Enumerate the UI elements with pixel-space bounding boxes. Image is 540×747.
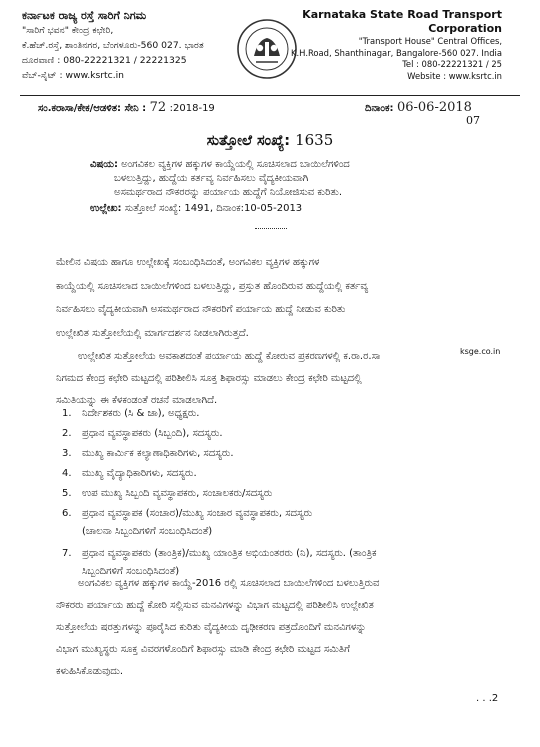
paragraph-line: ನಿರ್ವಹಿಸಲು ವೈದ್ಯಕೀಯವಾಗಿ ಅಸಮರ್ಥರಾದ ನೌಕರರಿಗೆ ಪರ್ಯಾಯ ಹುದ್ದೆ ನೀಡುವ ಕುರಿತು	[56, 304, 346, 315]
paragraph-line: ನೌಕರರು ಪರ್ಯಾಯ ಹುದ್ದೆ ಕೋರಿ ಸಲ್ಲಿಸುವ ಮನವಿಗಳನ್ನು ವಿಭಾಗ ಮಟ್ಟದಲ್ಲಿ ಪರಿಶೀಲಿಸಿ ಉಲ್ಲೇಖಿತ	[56, 600, 374, 611]
paragraph-line: ಮೇಲಿನ ವಿಷಯ ಹಾಗೂ ಉಲ್ಲೇಖಕ್ಕೆ ಸಂಬಂಧಿಸಿದಂತೆ, ಅಂಗವಿಕಲ ವ್ಯಕ್ತಿಗಳ ಹಕ್ಕುಗಳ	[56, 257, 320, 268]
paragraph-line: ವಿಭಾಗ ಮುಖ್ಯಸ್ಥರು ಸೂಕ್ತ ವಿವರಗಳೊಂದಿಗೆ ಶಿಫಾರಸ್ಸು ಮಾಡಿ ಕೇಂದ್ರ ಕಛೇರಿ ಮಟ್ಟದ ಸಮಿತಿಗೆ	[56, 644, 350, 655]
paragraph-line: ಸಮಿತಿಯನ್ನು ಈ ಕೆಳಕಂಡಂತೆ ರಚನೆ ಮಾಡಲಾಗಿದೆ.	[56, 395, 218, 406]
list-number: 6.	[62, 508, 72, 519]
address-line: "ಸಾರಿಗೆ ಭವನ" ಕೇಂದ್ರ ಕಛೇರಿ,	[22, 25, 114, 36]
subject-label: ವಿಷಯ:	[90, 159, 118, 170]
address-line: K.H.Road, Shanthinagar, Bangalore-560 027. India	[291, 47, 502, 58]
phone-line: ದೂರವಾಣಿ : 080-22221321 / 22221325	[22, 55, 187, 66]
list-item	[62, 468, 197, 479]
list-number: 4.	[62, 468, 72, 479]
list-text: ಪ್ರಧಾನ ವ್ಯವಸ್ಥಾಪಕರು (ಸಿಬ್ಬಂದಿ), ಸದಸ್ಯರು.	[82, 428, 223, 439]
website-line: ವೆಬ್-ಸೈಟ್ : www.ksrtc.in	[22, 70, 125, 81]
phone-line: Tel : 080-22221321 / 25	[402, 59, 502, 69]
list-item	[62, 548, 377, 559]
list-item	[62, 508, 312, 519]
list-number: 5.	[62, 488, 72, 499]
website-line: Website : www.ksrtc.in	[407, 70, 502, 81]
page-continuation: . . .2	[476, 693, 499, 704]
paragraph-line: ಉಲ್ಲೇಖಿತ ಸುತ್ತೋಲೆಯ ಅವಕಾಶದಂತೆ ಪರ್ಯಾಯ ಹುದ್ದೆ ಕೋರುವ ಪ್ರಕರಣಗಳಲ್ಲಿ ಕ.ರಾ.ರ.ಸಾ	[78, 351, 381, 362]
issue-date	[365, 100, 472, 115]
subject-line: ಬಳಲುತ್ತಿದ್ದು, ಹುದ್ದೆಯ ಕರ್ತವ್ಯ ನಿರ್ವಹಿಸಲು ವೈದ್ಯಕೀಯವಾಗಿ	[114, 173, 309, 184]
reference-handwritten-number: 72	[149, 100, 167, 115]
list-text: ಉಪ ಮುಖ್ಯ ಸಿಬ್ಬಂದಿ ವ್ಯವಸ್ಥಾಪಕರು, ಸಂಚಾಲಕರು/ಸದಸ್ಯರು	[82, 488, 273, 499]
list-text: ಮುಖ್ಯ ವೈದ್ಯಾಧಿಕಾರಿಗಳು, ಸದಸ್ಯರು.	[82, 468, 197, 479]
list-item	[62, 408, 199, 419]
subject-line: ಅಸಮರ್ಥರಾದ ನೌಕರರನ್ನು ಪರ್ಯಾಯ ಹುದ್ದೆಗೆ ನಿಯೋಜಿಸುವ ಕುರಿತು.	[114, 187, 343, 198]
paragraph-2	[56, 346, 492, 412]
section-separator	[255, 228, 287, 229]
subject-line: ಅಂಗವಿಕಲ ವ್ಯಕ್ತಿಗಳ ಹಕ್ಕುಗಳ ಕಾಯ್ದೆಯಲ್ಲಿ ಸೂಚಿಸಲಾದ ಬಾಯಿಲೆಗಳಿಂದ	[121, 159, 350, 170]
list-text: ಪ್ರಧಾನ ವ್ಯವಸ್ಥಾಪಕರು (ತಾಂತ್ರಿಕ)/ಮುಖ್ಯ ಯಾಂತ್ರಿಕ ಅಭಿಯಂತರರು (ನಿ), ಸದಸ್ಯರು. (ತಾಂತ್ರಿಕ	[82, 548, 377, 559]
reference-text: ಸುತ್ತೋಲೆ ಸಂಖ್ಯೆ: 1491, ದಿನಾಂಕ:10-05-2013	[124, 203, 303, 214]
reference-label: ಸಂ.ಕರಾಸಾ/ಕೇಕ/ಆಡಳಿತ: ಸೇನಿ :	[38, 103, 147, 114]
header-divider	[20, 95, 520, 96]
address-line: ಕೆ.ಹೆಚ್.ರಸ್ತೆ, ಶಾಂತಿನಗರ, ಬೆಂಗಳೂರು-560 027. ಭಾರತ	[22, 40, 204, 51]
list-number: 2.	[62, 428, 72, 439]
list-number: 1.	[62, 408, 72, 419]
list-text: ಮುಖ್ಯ ಕಾರ್ಮಿಕ ಕಲ್ಯಾಣಾಧಿಕಾರಿಗಳು, ಸದಸ್ಯರು.	[82, 448, 234, 459]
list-number: 7.	[62, 548, 72, 559]
paragraph-line: ಸುತ್ತೋಲೆಯ ಷರತ್ತುಗಳನ್ನು ಪೂರೈಸಿದ ಕುರಿತು ವೈದ್ಯಕೀಯ ದೃಢೀಕರಣ ಪತ್ರದೊಂದಿಗೆ ಮನವಿಗಳನ್ನು	[56, 622, 367, 633]
list-item	[62, 488, 272, 499]
date-label: ದಿನಾಂಕ:	[365, 103, 394, 114]
ksge-watermark: ksge.co.in	[460, 347, 501, 356]
subject-block	[90, 158, 490, 200]
reference-block	[90, 203, 302, 214]
paragraph-line: ಉಲ್ಲೇಖಿತ ಸುತ್ತೋಲೆಯಲ್ಲಿ ಮಾರ್ಗದರ್ಶನ ನೀಡಲಾಗಿರುತ್ತದೆ.	[56, 327, 249, 339]
paragraph-line: ಅಂಗವಿಕಲ ವ್ಯಕ್ತಿಗಳ ಹಕ್ಕುಗಳ ಕಾಯ್ದೆ-2016 ರಲ್ಲಿ ಸೂಚಿಸಲಾದ ಬಾಯಿಲೆಗಳಿಂದ ಬಳಲುತ್ತಿರುವ	[78, 578, 380, 589]
paragraph-line: ಕಳುಹಿಸಿಕೊಡುವುದು.	[56, 666, 124, 677]
address-line: "Transport House" Central Offices,	[358, 36, 502, 46]
list-text: ಪ್ರಧಾನ ವ್ಯವಸ್ಥಾಪಕ (ಸಂಚಾರ)/ಮುಖ್ಯ ಸಂಚಾರ ವ್ಯವಸ್ಥಾಪಕರು, ಸದಸ್ಯರು	[82, 508, 313, 519]
date-value: 06-06-2018	[396, 100, 472, 115]
paragraph-1	[56, 251, 492, 345]
list-item	[62, 448, 234, 459]
reference-block-label: ಉಲ್ಲೇಖ:	[90, 203, 122, 214]
paragraph-line: ಕಾಯ್ದೆಯಲ್ಲಿ ಸೂಚಿಸಲಾದ ಬಾಯಿಲೆಗಳಿಂದ ಬಳಲುತ್ತಿದ್ದು, ಪ್ರಸ್ತುತ ಹೊಂದಿರುವ ಹುದ್ದೆಯಲ್ಲಿ ಕರ್ತವ್ಯ	[56, 280, 369, 292]
reference-number	[38, 100, 215, 115]
list-item-note: (ಚಾಲನಾ ಸಿಬ್ಬಂದಿಗಳಿಗೆ ಸಂಬಂಧಿಸಿದಂತೆ)	[82, 526, 213, 537]
list-item	[62, 428, 223, 439]
letterhead-english	[282, 8, 502, 82]
date-correction: 07	[466, 114, 480, 127]
list-item-note: ಸಿಬ್ಬಂದಿಗಳಿಗೆ ಸಂಬಂಧಿಸಿದಂತೆ)	[82, 566, 180, 577]
paragraph-line: ನಿಗಮದ ಕೇಂದ್ರ ಕಛೇರಿ ಮಟ್ಟದಲ್ಲಿ ಪರಿಶೀಲಿಸಿ ಸೂಕ್ತ ಶಿಫಾರಸ್ಸು ಮಾಡಲು ಕೇಂದ್ರ ಕಛೇರಿ ಮಟ್ಟದಲ್ಲಿ	[56, 373, 362, 384]
org-name-kannada: ಕರ್ನಾಟಕ ರಾಜ್ಯ ರಸ್ತೆ ಸಾರಿಗೆ ನಿಗಮ	[22, 9, 147, 22]
letterhead-kannada	[22, 8, 222, 83]
circular-number: 1635	[295, 131, 334, 149]
list-number: 3.	[62, 448, 72, 459]
circular-label: ಸುತ್ತೋಲೆ ಸಂಖ್ಯೆ:	[206, 133, 291, 149]
circular-title	[0, 131, 540, 149]
list-text: ನಿರ್ದೇಶಕರು (ಸಿ & ಜಾ), ಅಧ್ಯಕ್ಷರು.	[82, 408, 200, 419]
org-name-english: Karnataka State Road Transport Corporation	[302, 8, 502, 35]
reference-year: :2018-19	[169, 103, 215, 114]
paragraph-3	[56, 573, 492, 683]
